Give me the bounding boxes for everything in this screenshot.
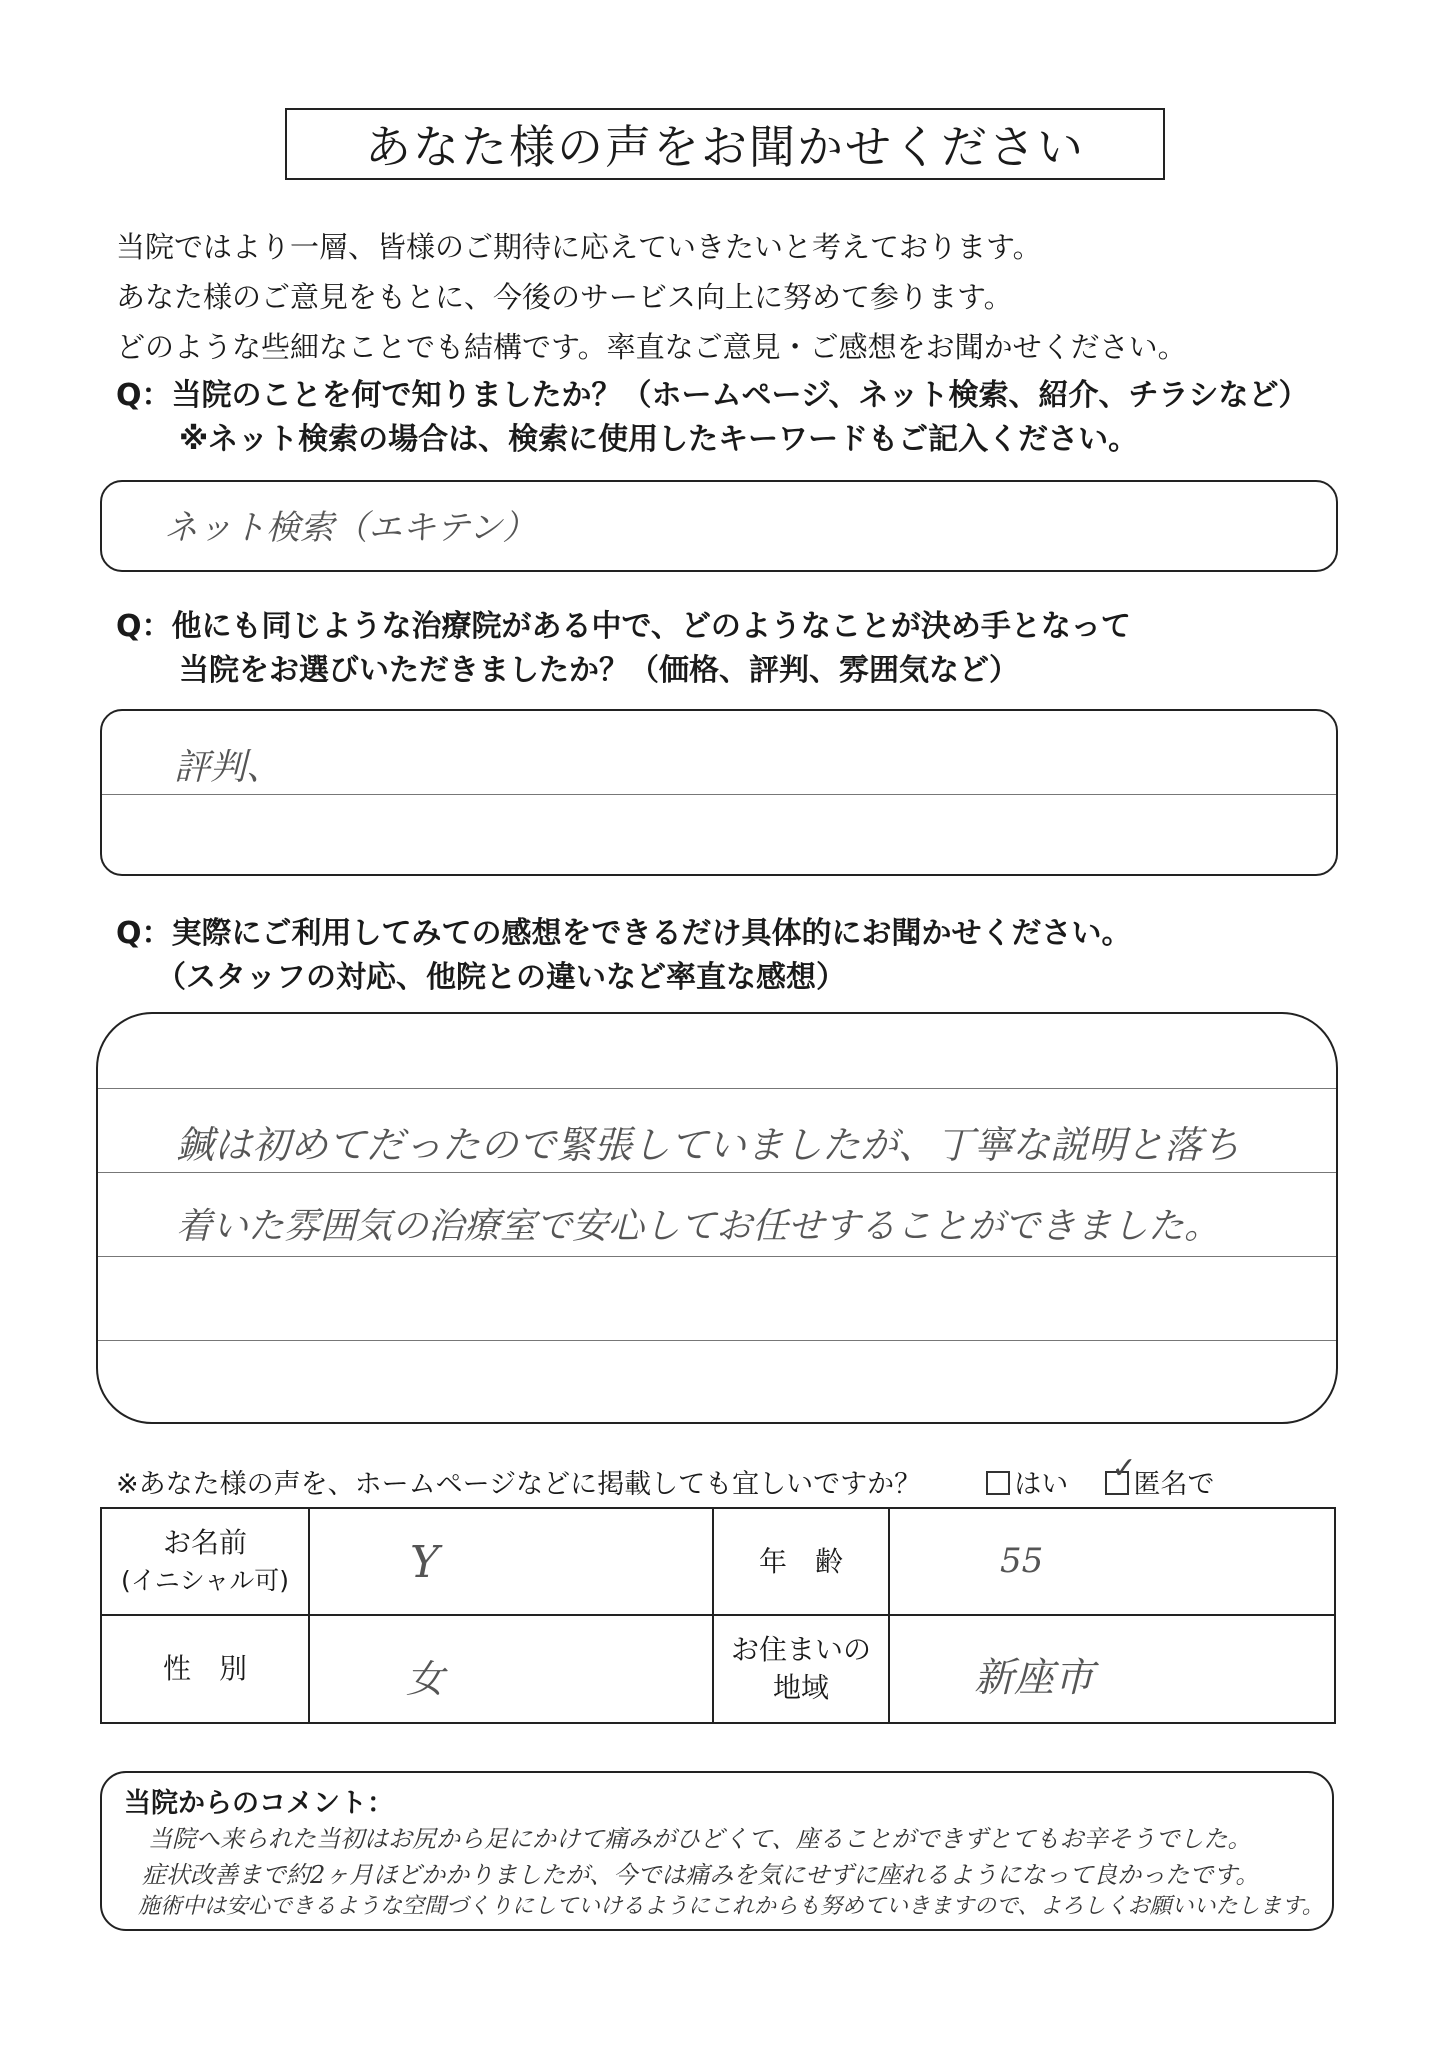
gender-value: 女 bbox=[406, 1657, 445, 1701]
answer-3-rule bbox=[98, 1172, 1336, 1173]
intro-line: あなた様のご意見をもとに、今後のサービス向上に努めて参ります。 bbox=[116, 280, 1013, 314]
gender-field[interactable] bbox=[309, 1615, 713, 1723]
question-2-line2: 当院をお選びいただきましたか？（価格、評判、雰囲気など） bbox=[179, 653, 1019, 688]
answer-2-rule bbox=[102, 794, 1336, 795]
answer-3-box[interactable] bbox=[96, 1012, 1338, 1424]
option-yes-label: はい bbox=[1014, 1469, 1069, 1500]
gender-label: 性 別 bbox=[101, 1615, 309, 1723]
page-title: あなた様の声をお聞かせください bbox=[285, 108, 1165, 180]
option-anonymous-label: 匿名で bbox=[1133, 1469, 1215, 1500]
area-value: 新座市 bbox=[974, 1655, 1094, 1701]
comment-line: 症状改善まで約2ヶ月ほどかかりましたが、今では痛みを気にせずに座れるようになって良かったです。 bbox=[142, 1861, 1260, 1889]
answer-3-rule bbox=[98, 1088, 1336, 1089]
intro-text bbox=[116, 222, 1187, 372]
question-1-line1: Q：当院のことを何で知りましたか？（ホームページ、ネット検索、紹介、チラシなど） bbox=[116, 378, 1309, 413]
question-1-line2: ※ネット検索の場合は、検索に使用したキーワードもご記入ください。 bbox=[179, 422, 1139, 457]
name-label-main: お名前 bbox=[162, 1525, 247, 1559]
answer-1-text: ネット検索（エキテン） bbox=[164, 508, 537, 548]
comment-line: 当院へ来られた当初はお尻から足にかけて痛みがひどくて、座ることができずとてもお辛そうでした。 bbox=[148, 1825, 1252, 1853]
age-field[interactable] bbox=[889, 1508, 1335, 1615]
comment-heading: 当院からのコメント： bbox=[124, 1788, 394, 1819]
name-label-sub: (イニシャル可) bbox=[120, 1565, 289, 1595]
consent-question: ※あなた様の声を、ホームページなどに掲載しても宜しいですか？ bbox=[116, 1469, 922, 1500]
question-3-line1: Q：実際にご利用してみての感想をできるだけ具体的にお聞かせください。 bbox=[116, 916, 1132, 951]
area-field[interactable] bbox=[889, 1615, 1335, 1723]
answer-1-box[interactable] bbox=[100, 480, 1338, 572]
checkbox-anonymous[interactable] bbox=[1105, 1471, 1129, 1495]
respondent-info-table bbox=[100, 1507, 1336, 1724]
question-3-line2: （スタッフの対応、他院との違いなど率直な感想） bbox=[156, 960, 846, 995]
answer-2-box[interactable] bbox=[100, 709, 1338, 876]
age-value: 55 bbox=[1000, 1541, 1044, 1581]
question-2 bbox=[116, 605, 1131, 693]
area-label-main: お住まいの bbox=[730, 1633, 871, 1666]
intro-line: 当院ではより一層、皆様のご期待に応えていきたいと考えております。 bbox=[116, 230, 1042, 264]
answer-3-rule bbox=[98, 1256, 1336, 1257]
answer-3-rule bbox=[98, 1340, 1336, 1341]
intro-line: どのような些細なことでも結構です。率直なご意見・ご感想をお聞かせください。 bbox=[116, 330, 1187, 364]
question-2-line1: Q：他にも同じような治療院がある中で、どのようなことが決め手となって bbox=[116, 609, 1131, 644]
name-field[interactable] bbox=[309, 1508, 713, 1615]
name-label bbox=[101, 1508, 309, 1615]
area-label-sub: 地域 bbox=[772, 1671, 829, 1704]
clinic-comment-box bbox=[100, 1771, 1334, 1931]
question-3 bbox=[116, 912, 1132, 1000]
answer-2-text: 評判、 bbox=[174, 747, 283, 788]
question-1 bbox=[116, 374, 1309, 462]
publish-consent bbox=[116, 1462, 1214, 1501]
name-value: Y bbox=[410, 1537, 440, 1588]
answer-3-text-line2: 着いた雰囲気の治療室で安心してお任せすることができました。 bbox=[176, 1206, 1221, 1247]
age-label: 年 齢 bbox=[713, 1508, 889, 1615]
checkbox-yes[interactable] bbox=[986, 1471, 1010, 1495]
area-label bbox=[713, 1615, 889, 1723]
comment-line: 施術中は安心できるような空間づくりにしていけるようにこれからも努めていきますので、よろしくお願いいたします。 bbox=[138, 1894, 1324, 1919]
answer-3-text-line1: 鍼は初めてだったので緊張していましたが、丁寧な説明と落ち bbox=[176, 1123, 1241, 1167]
